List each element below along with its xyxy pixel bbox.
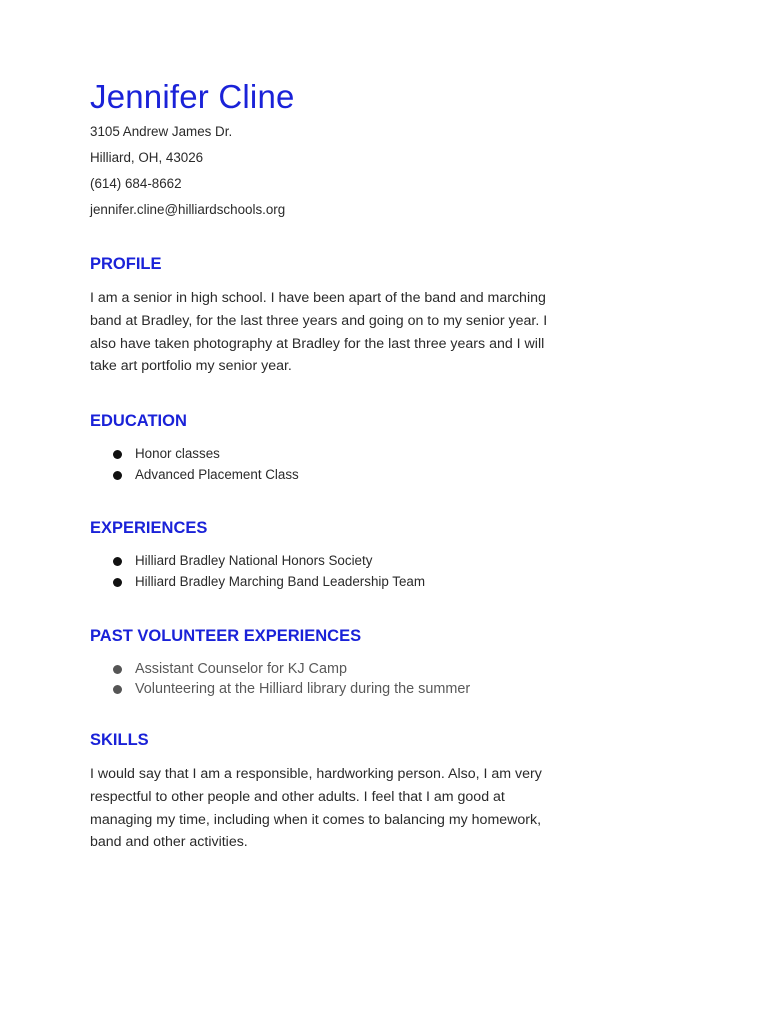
email-address: jennifer.cline@hilliardschools.org [90,202,286,217]
list-item [90,659,470,679]
education-item-label: Honor classes [135,446,220,461]
experiences-list [90,550,425,592]
profile-text: I am a senior in high school. I have been apart of the band and marching band at Bradley, for the last three years and going on to my senior year. I also have taken photography at Bradley for the last three years and I will take art portfolio my senior year. [90,290,548,375]
experience-item-label: Hilliard Bradley Marching Band Leadership Team [135,574,426,589]
bullet-icon [113,557,122,566]
phone-number: (614) 684-8662 [90,176,182,191]
volunteer-list [90,659,470,699]
address-line-1: 3105 Andrew James Dr. [90,124,233,139]
volunteer-heading: PAST VOLUNTEER EXPERIENCES [90,627,362,645]
skills-text: I would say that I am a responsible, hardworking person. Also, I am very respectful to other people and other adults. I feel that I am good at managing my time, including when it comes to balancing my homework, band and other activities. [90,766,542,851]
bullet-icon [113,450,122,459]
list-item [90,443,299,464]
volunteer-item-label: Assistant Counselor for KJ Camp [135,661,347,677]
skills-heading: SKILLS [90,731,149,749]
list-item [90,464,299,485]
list-item [90,550,425,571]
education-list [90,443,299,485]
list-item [90,571,425,592]
education-heading: EDUCATION [90,412,187,430]
experiences-heading: EXPERIENCES [90,519,208,537]
resume-name: Jennifer Cline [90,78,295,115]
bullet-icon [113,685,122,694]
list-item [90,679,470,699]
profile-heading: PROFILE [90,255,162,273]
volunteer-item-label: Volunteering at the Hilliard library during the summer [135,681,471,697]
education-item-label: Advanced Placement Class [135,467,299,482]
bullet-icon [113,578,122,587]
bullet-icon [113,665,122,674]
experience-item-label: Hilliard Bradley National Honors Society [135,553,373,568]
address-line-2: Hilliard, OH, 43026 [90,150,204,165]
bullet-icon [113,471,122,480]
